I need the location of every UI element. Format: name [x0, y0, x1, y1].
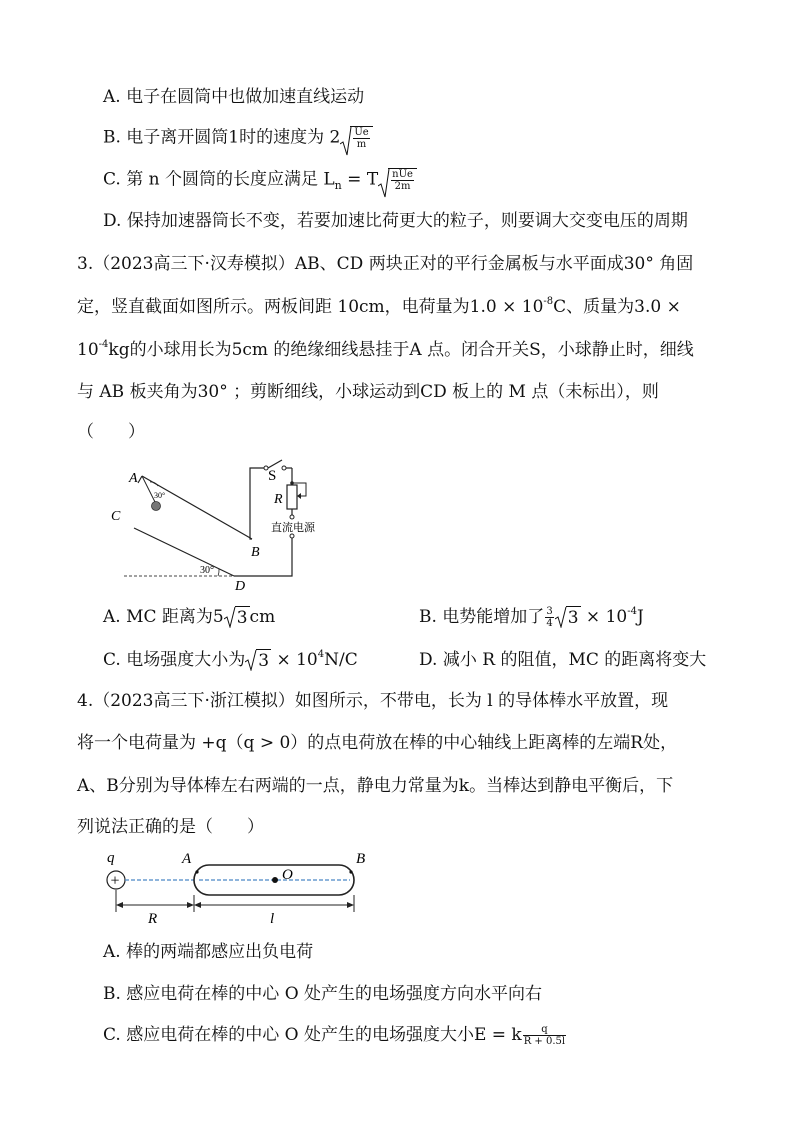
q3-line-4: 与 AB 板夹角为30° ；剪断细线，小球运动到CD 板上的 M 点（未标出），则 [77, 382, 659, 402]
radicand: 3 [567, 608, 579, 628]
q3-answer-blank: （ ） [77, 422, 145, 442]
label-o: O [282, 867, 293, 883]
times-ten: × 10 [580, 607, 628, 627]
label-b: B [251, 545, 260, 560]
charged-ball [152, 502, 161, 511]
resistor-r [287, 485, 297, 509]
q3-line-3 [77, 339, 694, 364]
q3-option-b-text: B. 电势能增加了 [419, 607, 545, 627]
q3-line-2 [77, 296, 681, 321]
exponent: -4 [627, 606, 637, 617]
exponent: -4 [98, 339, 109, 350]
q3-line-2-text: 定，竖直截面如图所示。两板间距 10cm，电荷量为1.0 × 10 [77, 297, 544, 317]
label-a: A [129, 471, 138, 486]
label-r-distance: R [148, 911, 158, 925]
sqrt-expression [245, 649, 271, 672]
switch-terminal [282, 466, 286, 470]
q4-rod-figure [100, 850, 380, 925]
power-terminal [290, 515, 294, 519]
power-terminal [290, 534, 294, 538]
point-b [349, 870, 352, 873]
sqrt-expression [224, 606, 250, 629]
q2-option-c-mid: = T [341, 169, 379, 190]
fraction-numerator: q [523, 1024, 566, 1036]
q3-line-2-text-b: C、质量为3.0 × [553, 297, 681, 317]
q2-option-d: D. 保持加速器筒长不变，若要加速比荷更大的粒子，则要调大交变电压的周期 [103, 211, 688, 231]
exponent: -8 [543, 296, 554, 307]
q4-option-c-text: C. 感应电荷在棒的中心 O 处产生的电场强度大小E = k [103, 1025, 522, 1045]
label-a: A [182, 851, 192, 867]
q4-line-3: A、B分别为导体棒左右两端的一点，静电力常量为k。当棒达到静电平衡后，下 [77, 776, 674, 796]
q3-line-3-text: 10 [77, 340, 99, 360]
unit: J [636, 607, 644, 627]
q4-option-c [103, 1024, 567, 1047]
label-q: q [107, 850, 115, 866]
q2-option-a: A. 电子在圆筒中也做加速直线运动 [103, 87, 365, 107]
wire [250, 468, 264, 539]
angle-label-d: 30° [200, 565, 214, 576]
fraction-denominator: m [356, 139, 367, 150]
q3-option-c [103, 649, 358, 674]
subscript: n [334, 178, 342, 192]
q4-option-b: B. 感应电荷在棒的中心 O 处产生的电场强度方向水平向右 [103, 984, 543, 1004]
fraction-denominator: 2m [394, 181, 411, 192]
q4-line-1: 4.（2023高三下·浙江模拟）如图所示，不带电，长为 l 的导体棒水平放置，现 [77, 691, 669, 711]
sqrt-expression [378, 168, 417, 192]
q2-option-c-text: C. 第 n 个圆筒的长度应满足 L [103, 169, 335, 190]
times-ten: × 10 [271, 650, 318, 670]
slider-arrow [297, 493, 301, 499]
angle-label-a: 30° [154, 491, 166, 500]
q2-option-b-text: B. 电子离开圆筒1时的速度为 2 [103, 127, 341, 148]
q3-line-3-text-b: kg的小球用长为5cm 的绝缘细线悬挂于A 点。闭合开关S，小球静止时，细线 [108, 340, 694, 360]
point-a [195, 870, 198, 873]
radicand: 3 [236, 608, 248, 628]
label-s: S [268, 468, 277, 484]
fraction-numerator: Ue [354, 127, 369, 138]
unit: N/C [324, 650, 358, 670]
fraction-numerator: nUe [392, 169, 413, 180]
q3-option-d: D. 减小 R 的阻值，MC 的距离将变大 [419, 650, 707, 670]
plus-sign: + [110, 872, 120, 890]
sqrt-expression [340, 126, 372, 150]
label-b: B [356, 851, 366, 867]
q4-line-4: 列说法正确的是（ ） [77, 817, 264, 837]
q3-option-a-text: A. MC 距离为5 [103, 607, 224, 627]
sqrt-expression [555, 606, 581, 629]
label-power-supply: 直流电源 [271, 521, 315, 534]
radicand: 3 [258, 651, 270, 671]
label-r: R [274, 492, 283, 507]
q3-option-a [103, 606, 275, 629]
q2-option-b [103, 126, 373, 150]
label-d: D [235, 579, 246, 594]
fraction-denominator: R + 0.5l [523, 1036, 566, 1047]
q3-circuit-figure [100, 428, 340, 598]
label-l-length: l [270, 911, 275, 925]
q2-option-c [103, 168, 417, 197]
fraction-numerator: 3 [546, 606, 553, 617]
center-point-o [272, 877, 278, 883]
q3-option-b [419, 606, 644, 631]
exponent: 4 [317, 649, 325, 660]
label-c: C [111, 509, 121, 524]
q3-line-1: 3.（2023高三下·汉寿模拟）AB、CD 两块正对的平行金属板与水平面成30° 角固 [77, 254, 694, 274]
q4-line-2: 将一个电荷量为 +q（q > 0）的点电荷放在棒的中心轴线上距离棒的左端R处， [77, 733, 678, 753]
q3-option-c-text: C. 电场强度大小为 [103, 650, 246, 670]
fraction-denominator: 4 [546, 618, 553, 629]
switch-s [268, 460, 282, 468]
q4-option-a: A. 棒的两端都感应出负电荷 [103, 942, 314, 962]
unit: cm [249, 607, 276, 627]
plate-cd [134, 528, 234, 576]
